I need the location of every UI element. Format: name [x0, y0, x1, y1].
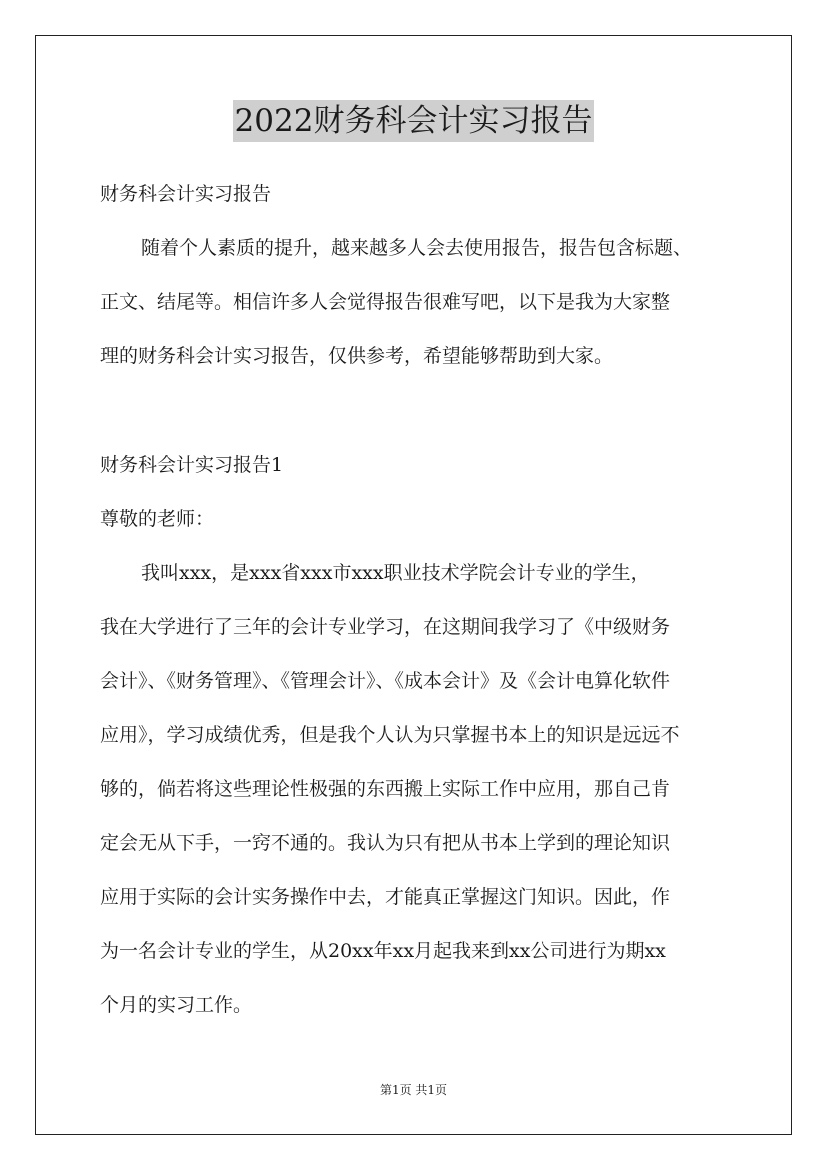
body-line: 我叫xxx，是xxx省xxx市xxx职业技术学院会计专业的学生，: [141, 562, 650, 584]
intro-line: 随着个人素质的提升，越来越多人会去使用报告，报告包含标题、: [141, 237, 693, 259]
intro-line: 理的财务科会计实习报告，仅供参考，希望能够帮助到大家。: [100, 345, 614, 367]
body-line: 会计》、《财务管理》、《管理会计》、《成本会计》及《会计电算化软件: [100, 670, 671, 692]
intro-line: 正文、结尾等。相信许多人会觉得报告很难写吧，以下是我为大家整: [100, 291, 671, 313]
body-line: 够的，倘若将这些理论性极强的东西搬上实际工作中应用，那自己肯: [100, 778, 671, 800]
section-heading: 财务科会计实习报告1: [100, 454, 284, 476]
salutation: 尊敬的老师：: [100, 508, 215, 530]
body-line: 应用》，学习成绩优秀，但是我个人认为只掌握书本上的知识是远远不: [100, 724, 680, 746]
body-line: 应用于实际的会计实务操作中去，才能真正掌握这门知识。因此，作: [100, 886, 671, 908]
title-container: [0, 100, 827, 142]
document-subtitle: 财务科会计实习报告: [100, 183, 272, 205]
document-title: 2022财务科会计实习报告: [233, 100, 595, 142]
body-line: 我在大学进行了三年的会计专业学习，在这期间我学习了《中级财务: [100, 616, 671, 638]
body-line: 个月的实习工作。: [100, 994, 253, 1016]
page-number: 第1页 共1页: [379, 1083, 448, 1097]
body-line: 定会无从下手，一窍不通的。我认为只有把从书本上学到的理论知识: [100, 832, 671, 854]
body-line: 为一名会计专业的学生，从20xx年xx月起我来到xx公司进行为期xx: [100, 940, 666, 962]
